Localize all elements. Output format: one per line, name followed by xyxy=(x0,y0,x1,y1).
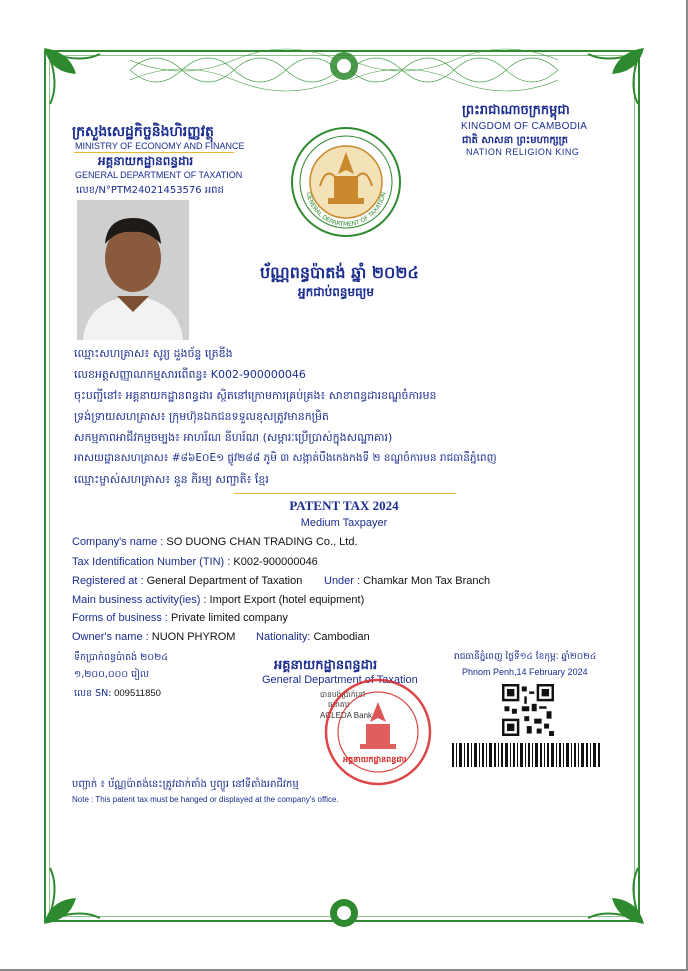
kh-address: អាសយដ្ឋានសហគ្រាស៖ #៨៦E០E១ ផ្លូវ២៨៨ ភូមិ ៣ សង្កាត់បឹងកេងកងទី ២ ខណ្ឌចំការមន រាជធានីភ្នំពេញ xyxy=(74,452,497,464)
bottom-center-ornament xyxy=(320,895,368,935)
motto-kh: ជាតិ សាសនា ព្រះមហាក្សត្រ xyxy=(462,135,568,146)
nationality-label: Nationality: xyxy=(256,631,314,643)
certificate-subtitle-kh: អ្នកជាប់ពន្ធមធ្យម xyxy=(298,285,374,299)
amount-label-kh: ទឹកប្រាក់ពន្ធប៉ាតង់ ២០២៤ xyxy=(74,652,168,663)
official-red-seal xyxy=(322,676,434,788)
activity-label: Main business activity(ies) : xyxy=(72,594,210,606)
serial-number-row xyxy=(74,687,161,701)
guilloche-band-top xyxy=(130,46,558,94)
kh-registered: ចុះបញ្ជីនៅ៖ អគ្គនាយកដ្ឋានពន្ធដារ ស្ថិតនៅក្រោមការគ្រប់គ្រង៖ សាខាពន្ធដារខណ្ឌចំការមន xyxy=(74,389,437,402)
corner-ornament-top-left xyxy=(40,44,110,114)
patent-title: PATENT TAX 2024 xyxy=(289,498,399,513)
bank-line-2: ធនាគារ xyxy=(328,700,350,709)
nationality-row xyxy=(256,631,370,643)
forms-value: Private limited company xyxy=(171,612,288,624)
serial-number-label: លេខ SN: xyxy=(74,688,112,699)
company-name-value: SO DUONG CHAN TRADING Co., Ltd. xyxy=(166,536,358,548)
kh-business-form: ទ្រង់ទ្រាយសហគ្រាស៖ ក្រុមហ៊ុនឯកជនទទួលខុសត្រូវមានកម្រិត xyxy=(74,410,329,423)
owner-label: Owner's name : xyxy=(72,631,152,643)
forms-row xyxy=(72,612,288,624)
nationality-value: Cambodian xyxy=(313,631,370,643)
kingdom-title-kh: ព្រះរាជាណាចក្រកម្ពុជា xyxy=(462,103,570,118)
owner-row xyxy=(72,631,235,643)
patent-divider xyxy=(234,493,456,494)
registered-value: General Department of Taxation xyxy=(146,575,303,587)
seal-ring-text xyxy=(290,126,402,238)
under-row xyxy=(324,575,490,587)
registered-row xyxy=(72,575,302,587)
issue-date-kh: រាជធានីភ្នំពេញ ថ្ងៃទី១៤ ខែកុម្ភៈ ឆ្នាំ២០២៤ xyxy=(454,652,597,662)
kh-business-activity: សកម្មភាពអាជីវកម្មចម្បង៖ អាហរ័ណ នីហរ័ណ (សម្ភារៈប្រើប្រាស់ក្នុងសណ្ឋាគារ) xyxy=(74,431,393,444)
note-kh: បញ្ជាក់ ៖ ប័ណ្ណប៉ាតង់នេះត្រូវដាក់តាំង ឬព្យួរ នៅទីតាំងអាជីវកម្ម xyxy=(72,779,299,790)
tin-value: K002-900000046 xyxy=(233,556,318,568)
motto-en: NATION RELIGION KING xyxy=(466,147,580,157)
under-label: Under : xyxy=(324,575,364,587)
note-en: Note : This patent tax must be hanged or displayed at the company's office. xyxy=(72,795,339,804)
taxpayer-category: Medium Taxpayer xyxy=(300,517,388,529)
issue-date-en: Phnom Penh,14 February 2024 xyxy=(462,667,588,677)
company-name-row xyxy=(72,536,358,548)
corner-ornament-bottom-right xyxy=(578,858,648,928)
kh-tin: លេខអត្តសញ្ញាណកម្មសារពើពន្ធ៖ K002-900000046 xyxy=(74,368,306,381)
kingdom-title-en: KINGDOM OF CAMBODIA xyxy=(461,121,588,132)
tin-row xyxy=(72,556,318,568)
serial-number-value: 009511850 xyxy=(114,688,161,699)
certificate-number: លេខ/N°PTM24021453576 អពដ xyxy=(76,185,224,196)
activity-value: Import Export (hotel equipment) xyxy=(209,594,365,606)
department-title-en: GENERAL DEPARTMENT OF TAXATION xyxy=(75,170,243,180)
kh-company-name: ឈ្មោះសហគ្រាស៖ សូរ្យ ដួងច័ន្ទ ត្រេឌីង xyxy=(74,347,233,360)
amount-kh: ១,២០០,០០០ រៀល xyxy=(74,669,149,680)
svg-text:GENERAL DEPARTMENT OF TAXATION xyxy=(305,191,388,228)
certificate-title-kh: ប័ណ្ណពន្ធប៉ាតង់ ឆ្នាំ ២០២៤ xyxy=(260,263,419,282)
owner-photo xyxy=(77,200,189,340)
forms-label: Forms of business : xyxy=(72,612,172,624)
red-seal-text: អគ្គនាយកដ្ឋានពន្ធដារ xyxy=(343,755,407,764)
bank-line-1: បានបង់ប្រាក់នៅ xyxy=(320,690,366,699)
kh-owner: ឈ្មោះម្ចាស់សហគ្រាស៖ នួន ភិរម្យ សញ្ជាតិ៖ ខ្មែរ xyxy=(74,473,269,486)
signer-en: General Department of Taxation xyxy=(262,674,418,686)
registered-label: Registered at : xyxy=(72,575,147,587)
ministry-title-en: MINISTRY OF ECONOMY AND FINANCE xyxy=(75,141,245,151)
signer-kh: អគ្គនាយកដ្ឋានពន្ធដារ xyxy=(274,658,378,673)
corner-ornament-bottom-left xyxy=(40,858,110,928)
owner-value: NUON PHYROM xyxy=(151,631,236,643)
under-value: Chamkar Mon Tax Branch xyxy=(363,575,491,587)
qr-code xyxy=(502,684,554,736)
company-name-label: Company's name : xyxy=(72,536,167,548)
barcode xyxy=(452,743,600,767)
ministry-title-kh: ក្រសួងសេដ្ឋកិច្ចនិងហិរញ្ញវត្ថុ xyxy=(72,124,214,140)
corner-ornament-top-right xyxy=(578,44,648,114)
activity-row xyxy=(72,594,364,606)
seal-label: GENERAL DEPARTMENT OF TAXATION xyxy=(304,191,388,229)
bank-name: ACLEDA Bank xyxy=(320,711,373,720)
tin-label: Tax Identification Number (TIN) : xyxy=(72,556,234,568)
department-title-kh: អគ្គនាយកដ្ឋានពន្ធដារ xyxy=(98,154,194,168)
